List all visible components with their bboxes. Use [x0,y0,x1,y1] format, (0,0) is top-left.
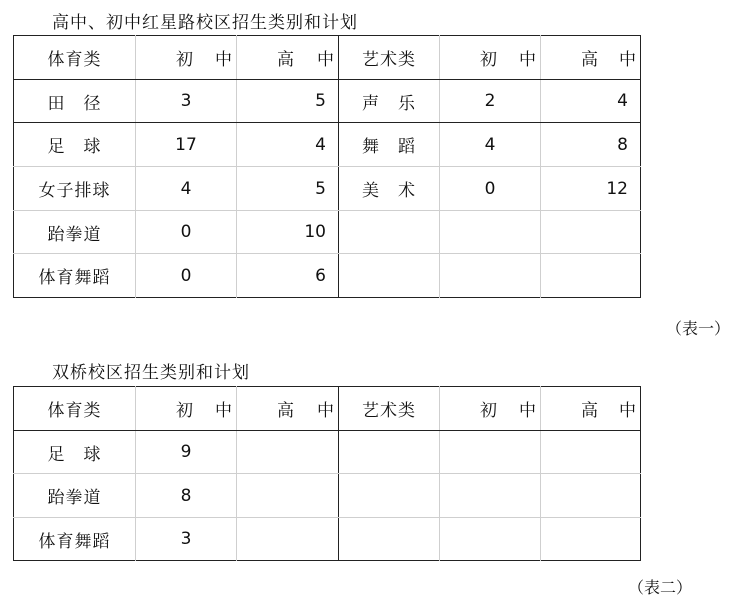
arts-senior-header: 高 中 [541,36,641,80]
art-junior-count [440,518,541,561]
pe-category: 跆拳道 [14,211,136,254]
table1-header-row [14,36,641,80]
art-senior-count [541,254,641,298]
pe-junior-count: 3 [136,518,237,561]
table-row [14,474,641,518]
art-junior-count: 4 [440,123,541,167]
pe-header: 体育类 [14,387,136,431]
art-category [339,518,440,561]
pe-category: 足 球 [14,123,136,167]
table-row [14,123,641,167]
table-row [14,80,641,123]
pe-senior-count [237,518,339,561]
art-junior-count: 0 [440,167,541,211]
table2-header-row [14,387,641,431]
art-category [339,431,440,474]
table1 [13,35,641,298]
table2-caption: （表二） [628,578,693,597]
pe-junior-count: 0 [136,254,237,298]
art-senior-count [541,431,641,474]
arts-senior-header: 高 中 [541,387,641,431]
pe-senior-count: 4 [237,123,339,167]
art-senior-count: 4 [541,80,641,123]
art-junior-count: 2 [440,80,541,123]
art-junior-count [440,474,541,518]
art-category: 舞 蹈 [339,123,440,167]
pe-header: 体育类 [14,36,136,80]
art-senior-count [541,211,641,254]
pe-category: 体育舞蹈 [14,518,136,561]
pe-junior-count: 9 [136,431,237,474]
table2-title: 双桥校区招生类别和计划 [52,363,250,383]
pe-category: 跆拳道 [14,474,136,518]
art-category [339,474,440,518]
pe-junior-count: 3 [136,80,237,123]
art-senior-count: 8 [541,123,641,167]
art-category [339,211,440,254]
pe-senior-count: 5 [237,80,339,123]
pe-senior-count [237,474,339,518]
pe-senior-count: 10 [237,211,339,254]
table-row [14,254,641,298]
art-senior-count [541,518,641,561]
pe-senior-count: 6 [237,254,339,298]
pe-category: 体育舞蹈 [14,254,136,298]
table-row [14,167,641,211]
art-senior-count [541,474,641,518]
art-category [339,254,440,298]
arts-header: 艺术类 [339,387,440,431]
pe-senior-count: 5 [237,167,339,211]
pe-junior-count: 8 [136,474,237,518]
table-row [14,431,641,474]
junior-header: 初 中 [136,36,237,80]
arts-header: 艺术类 [339,36,440,80]
table-row [14,518,641,561]
senior-header: 高 中 [237,387,339,431]
junior-header: 初 中 [136,387,237,431]
art-junior-count [440,431,541,474]
table1-caption: （表一） [666,319,731,338]
art-category: 美 术 [339,167,440,211]
pe-junior-count: 17 [136,123,237,167]
table-row [14,211,641,254]
art-junior-count [440,211,541,254]
pe-category: 足 球 [14,431,136,474]
table2 [13,386,641,561]
pe-category: 女子排球 [14,167,136,211]
pe-senior-count [237,431,339,474]
table1-title: 高中、初中红星路校区招生类别和计划 [52,13,358,33]
art-senior-count: 12 [541,167,641,211]
pe-junior-count: 0 [136,211,237,254]
pe-junior-count: 4 [136,167,237,211]
art-category: 声 乐 [339,80,440,123]
pe-category: 田 径 [14,80,136,123]
arts-junior-header: 初 中 [440,387,541,431]
art-junior-count [440,254,541,298]
arts-junior-header: 初 中 [440,36,541,80]
senior-header: 高 中 [237,36,339,80]
